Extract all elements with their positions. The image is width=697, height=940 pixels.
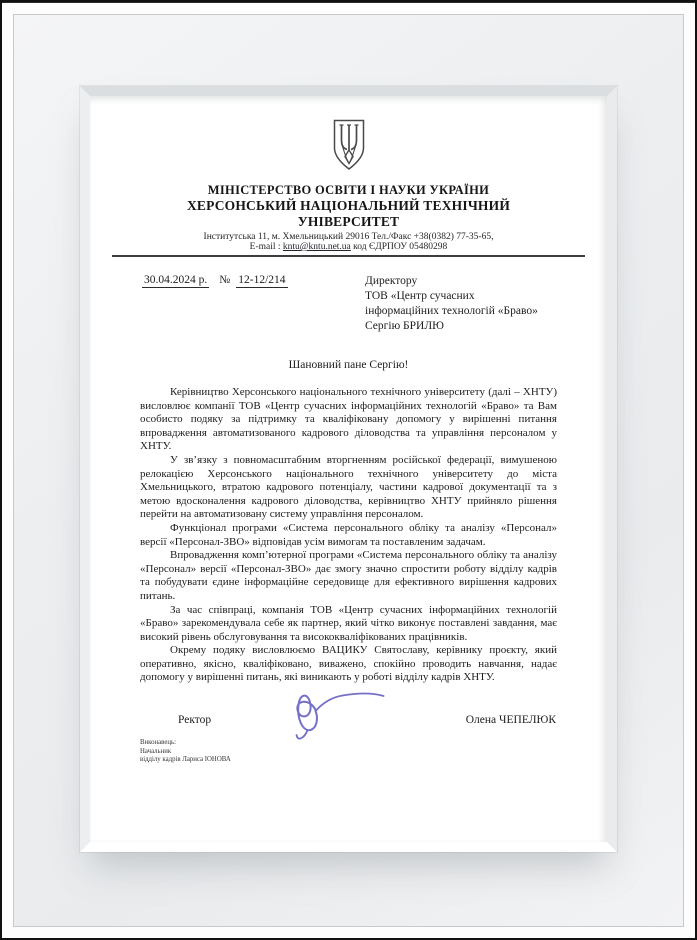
reference-row bbox=[140, 274, 557, 334]
frame-opening bbox=[80, 86, 617, 852]
body-paragraph: Керівництво Херсонського національного технічного університету (далі – ХНТУ) висловлює компанії ТОВ «Центр сучасних інформаційних технологій «Браво» та Вам особисто подяку за підтримку та кваліфіковану допомогу у вирішенні питання впровадження автоматизованого кадрового діловодства та управління персоналом у ХНТУ. bbox=[140, 386, 557, 453]
ministry-title: МІНІСТЕРСТВО ОСВІТИ І НАУКИ УКРАЇНИ bbox=[207, 183, 490, 197]
addressee-line: Директору bbox=[365, 275, 418, 287]
letter-date: 30.04.2024 р. bbox=[144, 274, 208, 286]
executor-position: Начальник bbox=[140, 747, 172, 755]
number-sign: № bbox=[219, 274, 231, 286]
addressee-line: ТОВ «Центр сучасних bbox=[365, 290, 475, 302]
letter-body bbox=[140, 386, 557, 685]
reference-block bbox=[140, 274, 365, 334]
edrpou-code: код ЄДРПОУ 05480298 bbox=[350, 242, 448, 252]
email-label: E-mail : bbox=[249, 242, 283, 252]
letter-document bbox=[90, 96, 607, 842]
ukraine-trident-emblem bbox=[140, 119, 557, 176]
executor-block bbox=[140, 739, 557, 765]
university-title: ХЕРСОНСЬКИЙ НАЦІОНАЛЬНИЙ ТЕХНІЧНИЙ УНІВЕРСИТЕТ bbox=[186, 198, 511, 229]
salutation: Шановний пане Сергію! bbox=[288, 359, 409, 371]
body-paragraph: За час співпраці, компанія ТОВ «Центр сучасних інформаційних технологій «Браво» зарекомендувала себе як партнер, який чітко виконує поставлені завдання, має високий рівень обслуговування та висококваліфікованих працівників. bbox=[140, 603, 557, 643]
signature-row bbox=[140, 714, 557, 726]
executor-label: Виконавець: bbox=[140, 739, 176, 747]
signer-position: Ректор bbox=[178, 714, 212, 727]
executor-name: відділу кадрів Лариса ІОНОВА bbox=[140, 756, 231, 764]
body-paragraph: У зв’язку з повномасштабним вторгненням російської федерації, вимушеною релокацією Херсонського національного технічного університету до міста Хмельницького, втратою кадрового потенціалу, частини кадрової документації та з метою вдосконалення кадрового діловодства, керівництво ХНТУ прийняло рішення перейти на автоматизовану систему управління персоналом. bbox=[140, 453, 557, 521]
signer-name: Олена ЧЕПЕЛЮК bbox=[465, 714, 556, 727]
email-link[interactable]: kntu@kntu.net.ua bbox=[282, 242, 351, 252]
body-paragraph: Впровадження комп’ютерної програми «Система персонального обліку та аналізу «Персонал» версії «Персонал-ЗВО» дає змогу значно спростити роботу відділу кадрів та побудувати єдине інформаційне середовище для ефективного вирішення кадрових питань. bbox=[140, 549, 557, 602]
picture-frame bbox=[2, 2, 695, 938]
addressee-line: Сергію БРИЛЮ bbox=[365, 320, 444, 332]
body-paragraph: Окрему подяку висловлюємо ВАЦИКУ Святославу, керівнику проєкту, який оперативно, якісно, кваліфіковано, виважено, спокійно проводить навчання, надає допомогу у вирішенні питань, які виникають у роботі відділу кадрів ХНТУ. bbox=[140, 644, 557, 684]
addressee-line: інформаційних технологій «Браво» bbox=[365, 305, 538, 317]
body-paragraph: Функціонал програми «Система персонального обліку та аналізу «Персонал» версії «Персонал-ЗВО» відповідав усім вимогам та поставленим задачам. bbox=[140, 521, 557, 548]
letter-number: 12-12/214 bbox=[238, 274, 286, 286]
header-divider bbox=[112, 255, 585, 257]
university-address: Інститутська 11, м. Хмельницький 29016 Тел./Факс +38(0382) 77-35-65, bbox=[203, 232, 494, 242]
university-contact-line bbox=[140, 242, 557, 252]
addressee-block bbox=[365, 274, 557, 334]
frame-mat bbox=[13, 14, 684, 927]
